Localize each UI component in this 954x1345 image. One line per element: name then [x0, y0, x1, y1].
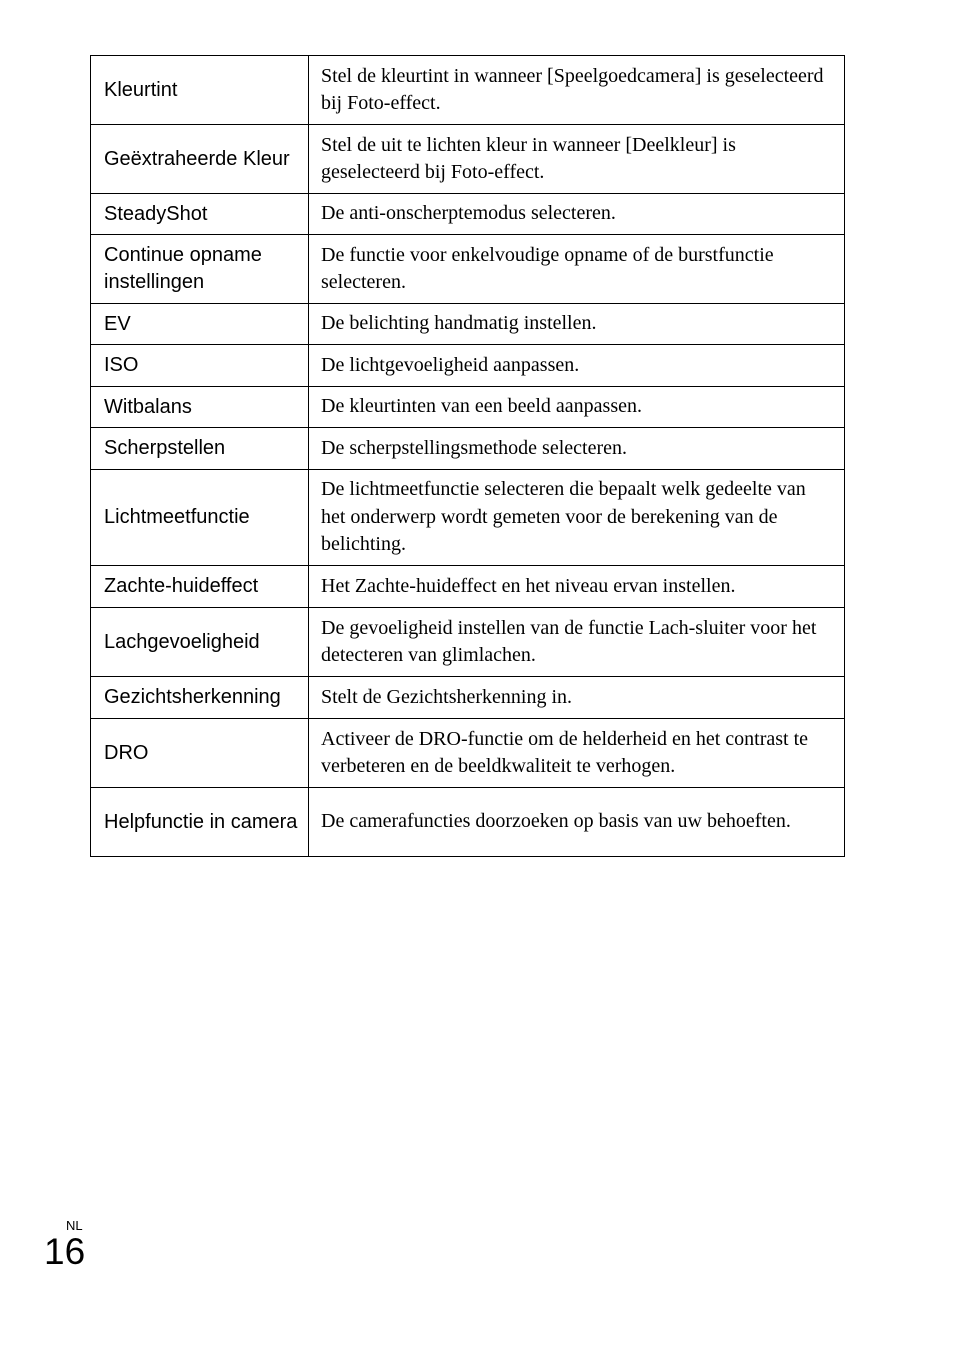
setting-description: De scherpstellingsmethode selecteren. — [309, 428, 845, 470]
table-row — [91, 608, 845, 677]
table-row — [91, 428, 845, 470]
setting-description: De gevoeligheid instellen van de functie Lach-sluiter voor het detecteren van glimlachen. — [309, 608, 845, 677]
page-number: 16 — [44, 1231, 86, 1272]
table-row — [91, 387, 845, 428]
setting-name: Zachte-huideffect — [91, 566, 309, 608]
table-row — [91, 677, 845, 719]
language-code: NL — [66, 1218, 83, 1233]
table-row — [91, 788, 845, 857]
setting-description: De camerafuncties doorzoeken op basis van uw behoeften. — [309, 788, 845, 857]
table-row — [91, 56, 845, 125]
setting-name: Lichtmeetfunctie — [91, 470, 309, 566]
table-row — [91, 304, 845, 345]
setting-description: Stelt de Gezichtsherkenning in. — [309, 677, 845, 719]
table-row — [91, 719, 845, 788]
table-row — [91, 566, 845, 608]
setting-name: Geëxtraheerde Kleur — [91, 125, 309, 194]
setting-name: EV — [91, 304, 309, 345]
setting-name: ISO — [91, 345, 309, 387]
setting-name: Lachgevoeligheid — [91, 608, 309, 677]
setting-description: Activeer de DRO-functie om de helderheid en het contrast te verbeteren en de beeldkwaliteit te verhogen. — [309, 719, 845, 788]
setting-description: Stel de uit te lichten kleur in wanneer [Deelkleur] is geselecteerd bij Foto-effect. — [309, 125, 845, 194]
setting-description: De anti-onscherptemodus selecteren. — [309, 194, 845, 235]
settings-table — [90, 55, 845, 857]
setting-description: De kleurtinten van een beeld aanpassen. — [309, 387, 845, 428]
table-row — [91, 125, 845, 194]
setting-description: Het Zachte-huideffect en het niveau ervan instellen. — [309, 566, 845, 608]
setting-description: De lichtgevoeligheid aanpassen. — [309, 345, 845, 387]
setting-name: Helpfunctie in camera — [91, 788, 309, 857]
setting-description: De lichtmeetfunctie selecteren die bepaalt welk gedeelte van het onderwerp wordt gemeten voor de berekening van de belichting. — [309, 470, 845, 566]
setting-name: Continue opname instellingen — [91, 235, 309, 304]
setting-name: Scherpstellen — [91, 428, 309, 470]
table-row — [91, 235, 845, 304]
setting-name: Witbalans — [91, 387, 309, 428]
table-row — [91, 470, 845, 566]
table-row — [91, 194, 845, 235]
setting-description: De functie voor enkelvoudige opname of de burstfunctie selecteren. — [309, 235, 845, 304]
setting-description: Stel de kleurtint in wanneer [Speelgoedcamera] is geselecteerd bij Foto-effect. — [309, 56, 845, 125]
setting-name: DRO — [91, 719, 309, 788]
setting-name: Gezichtsherkenning — [91, 677, 309, 719]
setting-description: De belichting handmatig instellen. — [309, 304, 845, 345]
table-row — [91, 345, 845, 387]
setting-name: Kleurtint — [91, 56, 309, 125]
setting-name: SteadyShot — [91, 194, 309, 235]
